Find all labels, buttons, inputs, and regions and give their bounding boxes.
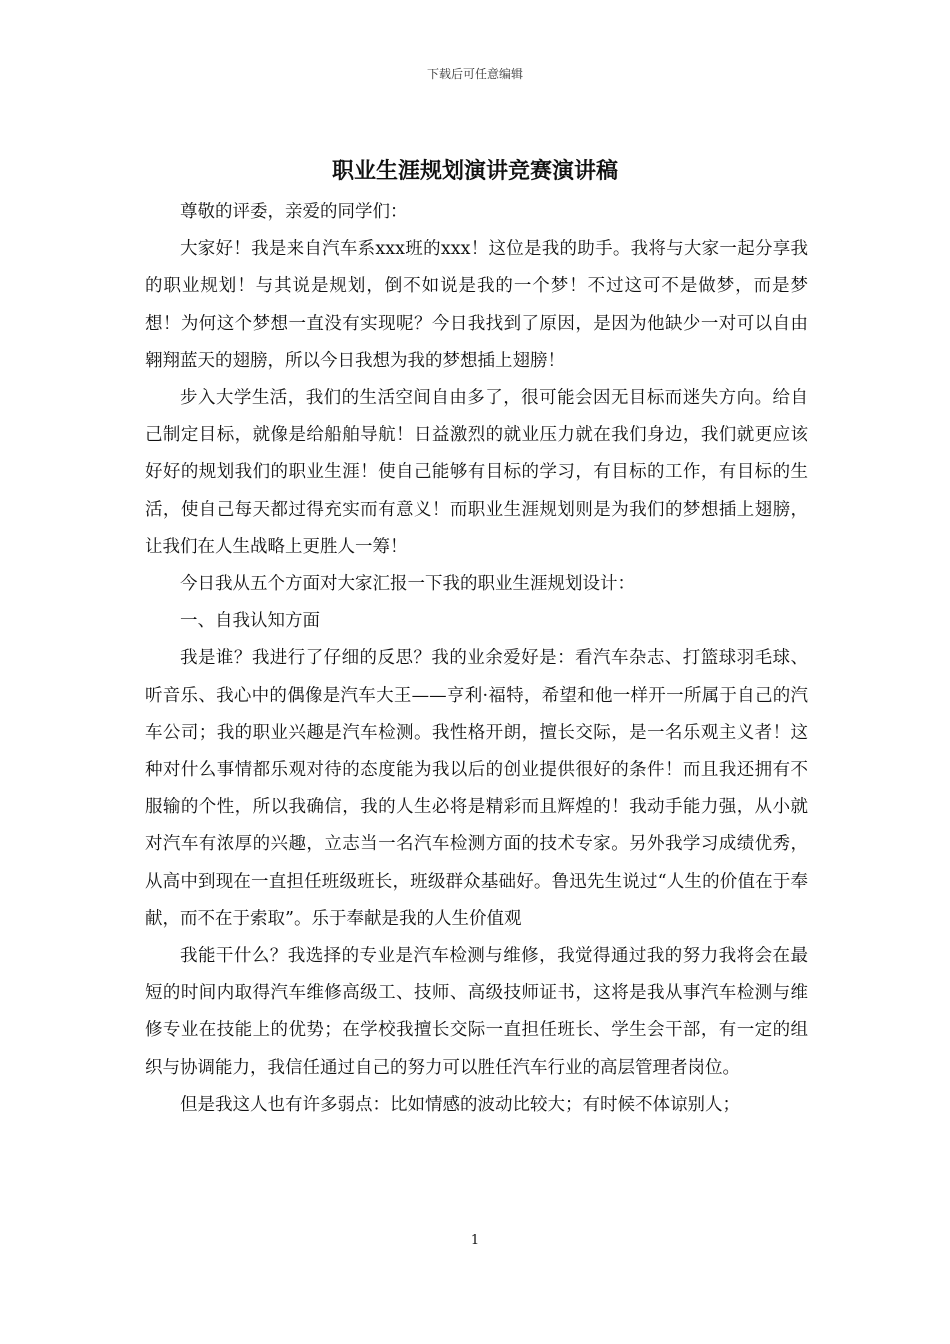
body-paragraph: 今日我从五个方面对大家汇报一下我的职业生涯规划设计： <box>180 574 635 595</box>
document-body <box>145 194 808 1124</box>
page-number: 1 <box>470 1233 480 1248</box>
document-title: 职业生涯规划演讲竞赛演讲稿 <box>331 158 618 184</box>
body-paragraph: 步入大学生活，我们的生活空间自由多了，很可能会因无目标而迷失方向。给自己制定目标，就像是给船舶导航！日益激烈的就业压力就在我们身边，我们就更应该好好的规划我们的职业生涯！使自己能够有目标的学习，有目标的工作，有目标的生活，使自己每天都过得充实而有意义！而职业生涯规划则是为我们的梦想插上翅膀，让我们在人生战略上更胜人一筹！ <box>145 388 808 557</box>
body-paragraph: 大家好！我是来自汽车系xxx班的xxx！这位是我的助手。我将与大家一起分享我的职业规划！与其说是规划，倒不如说是我的一个梦！不过这可不是做梦，而是梦想！为何这个梦想一直没有实现呢？今日我找到了原因，是因为他缺少一对可以自由翱翔蓝天的翅膀，所以今日我想为我的梦想插上翅膀！ <box>145 239 808 371</box>
body-paragraph: 我是谁？我进行了仔细的反思？我的业余爱好是：看汽车杂志、打篮球羽毛球、听音乐、我心中的偶像是汽车大王——亨利·福特，希望和他一样开一所属于自己的汽车公司；我的职业兴趣是汽车检测。我性格开朗，擅长交际，是一名乐观主义者！这种对什么事情都乐观对待的态度能为我以后的创业提供很好的条件！而且我还拥有不服输的个性，所以我确信，我的人生必将是精彩而且辉煌的！我动手能力强，从小就对汽车有浓厚的兴趣，立志当一名汽车检测方面的技术专家。另外我学习成绩优秀，从高中到现在一直担任班级班长，班级群众基础好。鲁迅先生说过“人生的价值在于奉献，而不在于索取”。乐于奉献是我的人生价值观 <box>145 648 808 929</box>
body-paragraph: 但是我这人也有许多弱点：比如情感的波动比较大；有时候不体谅别人； <box>180 1094 740 1115</box>
section-heading: 一、自我认知方面 <box>180 611 320 632</box>
page-header-note: 下载后可任意编辑 <box>426 67 523 81</box>
salutation: 尊敬的评委，亲爱的同学们： <box>180 202 408 222</box>
body-paragraph: 我能干什么？我选择的专业是汽车检测与维修，我觉得通过我的努力我将会在最短的时间内取得汽车维修高级工、技师、高级技师证书，这将是我从事汽车检测与维修专业在技能上的优势；在学校我擅长交际一直担任班长、学生会干部，有一定的组织与协调能力，我信任通过自己的努力可以胜任汽车行业的高层管理者岗位。 <box>145 946 808 1078</box>
